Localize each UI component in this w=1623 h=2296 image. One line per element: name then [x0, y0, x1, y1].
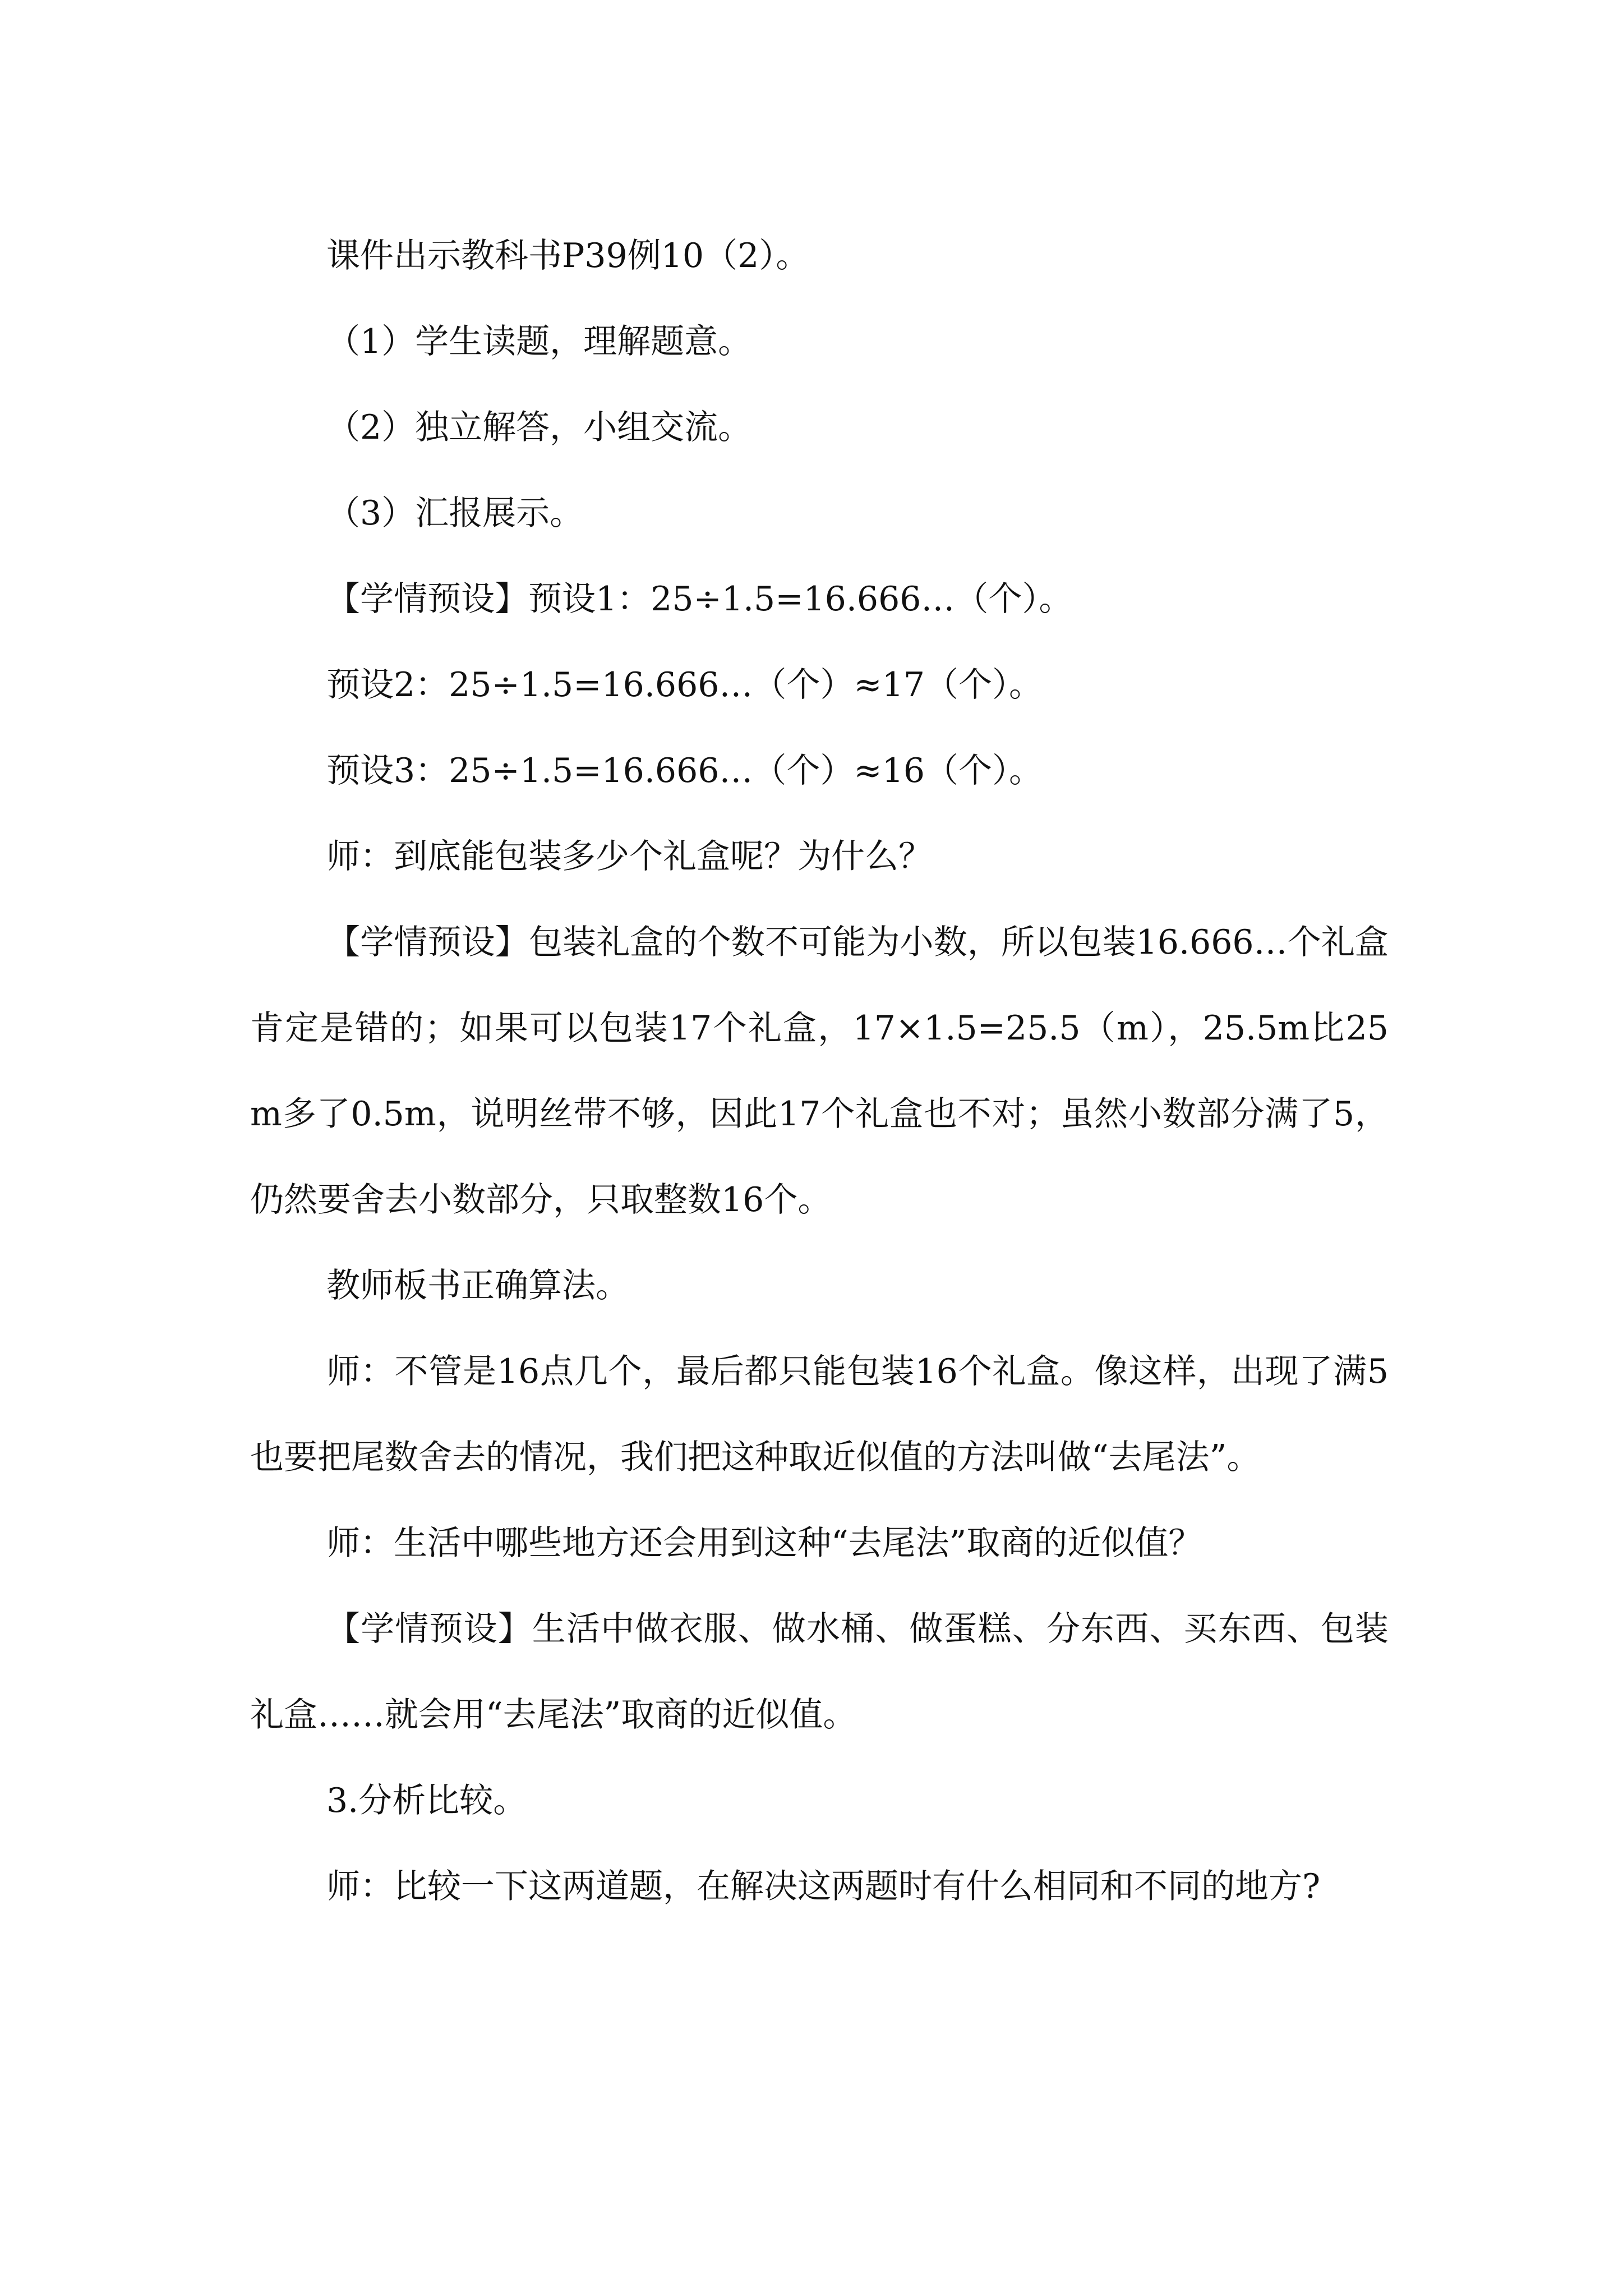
- document-body: [250, 213, 1389, 1930]
- paragraph-preset-2: 预设2：25÷1.5=16.666…（个）≈17（个）。: [326, 665, 1043, 705]
- paragraph-teacher-question: 师：到底能包装多少个礼盒呢？为什么？: [326, 837, 932, 876]
- paragraph-step-3: （3）汇报展示。: [326, 494, 584, 533]
- paragraph-life-question: 师：生活中哪些地方还会用到这种“去尾法”取商的近似值？: [326, 1524, 1202, 1563]
- paragraph-preset-answer: 【学情预设】包装礼盒的个数不可能为小数，所以包装16.666…个礼盒肯定是错的；如果可以包装17个礼盒，17×1.5=25.5（m），25.5m比25m多了0.5m，说明丝带不够，因此17个礼盒也不对；虽然小数部分满了5，仍然要舍去小数部分，只取整数16个。: [250, 923, 1389, 1220]
- paragraph-step-1: （1）学生读题，理解题意。: [326, 322, 752, 361]
- paragraph-life-preset: 【学情预设】生活中做衣服、做水桶、做蛋糕、分东西、买东西、包装礼盒……就会用“去尾法”取商的近似值。: [250, 1609, 1389, 1734]
- paragraph-step-2: （2）独立解答，小组交流。: [326, 408, 752, 447]
- paragraph-intro: 课件出示教科书P39例10（2）。: [326, 236, 810, 275]
- paragraph-preset-3: 预设3：25÷1.5=16.666…（个）≈16（个）。: [326, 751, 1043, 790]
- paragraph-preset-1: 【学情预设】预设1：25÷1.5=16.666…（个）。: [326, 579, 1073, 619]
- paragraph-teacher-explanation: 师：不管是16点几个，最后都只能包装16个礼盒。像这样，出现了满5也要把尾数舍去的情况，我们把这种取近似值的方法叫做“去尾法”。: [250, 1352, 1389, 1477]
- paragraph-board-writing: 教师板书正确算法。: [326, 1266, 629, 1305]
- paragraph-analysis-heading: 3.分析比较。: [326, 1781, 527, 1820]
- paragraph-compare-question: 师：比较一下这两道题，在解决这两题时有什么相同和不同的地方?: [326, 1867, 1321, 1906]
